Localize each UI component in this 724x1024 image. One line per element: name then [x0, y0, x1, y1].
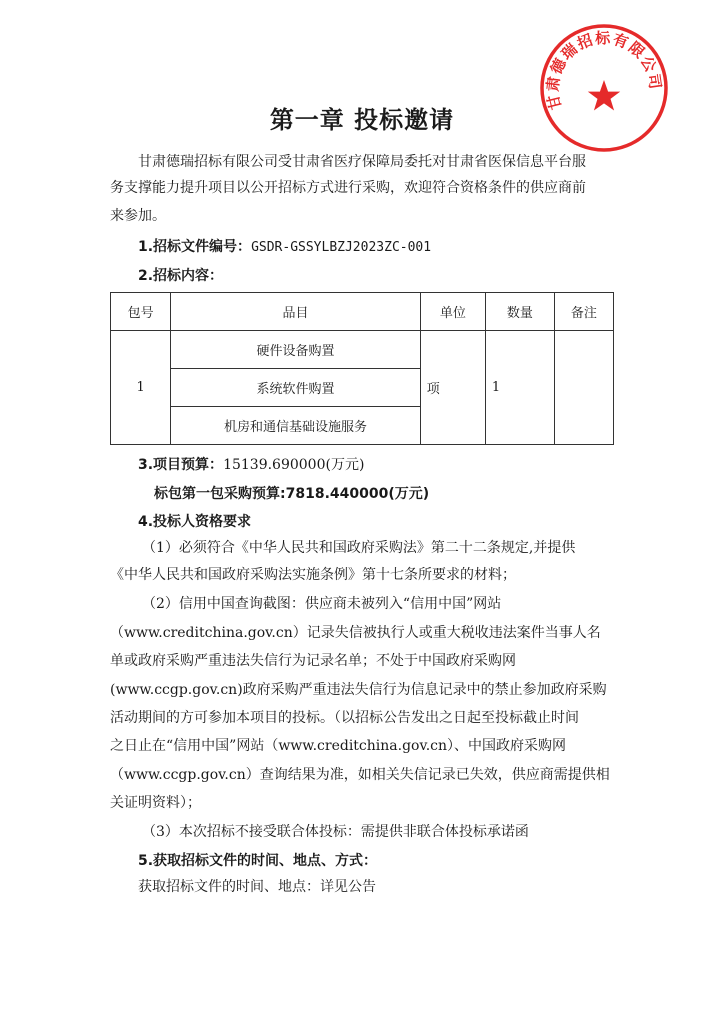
qualification-line: (www.ccgp.gov.cn)政府采购严重违法失信行为信息记录中的禁止参加政府采购 — [110, 682, 607, 698]
header-quantity: 数量 — [485, 293, 554, 331]
seal-text: 甘肃德瑞招标有限公司 — [543, 29, 665, 112]
qualification-line: （www.ccgp.gov.cn）查询结果为准，如相关失信记录已失效，供应商需提供相 — [110, 767, 610, 783]
lot-budget-label: 标包第一包采购预算: — [154, 486, 286, 502]
qualification-line: 单或政府采购严重违法失信行为记录名单；不处于中国政府采购网 — [110, 653, 516, 669]
section-5-label: 5.获取招标文件的时间、地点、方式： — [138, 853, 378, 869]
unit-cell: 项 — [420, 331, 485, 445]
intro-line-2: 务支撑能力提升项目以公开招标方式进行采购，欢迎符合资格条件的供应商前 — [110, 180, 586, 196]
qualification-line: 活动期间的方可参加本项目的投标。（以招标公告发出之日起至投标截止时间 — [110, 710, 579, 726]
section-3-label: 3.项目预算： — [138, 457, 224, 473]
section-1 — [138, 236, 431, 256]
tender-number: GSDR-GSSYLBZJ2023ZC-001 — [251, 240, 432, 255]
table-row — [111, 331, 614, 369]
header-unit: 单位 — [420, 293, 485, 331]
qualification-line: （2）信用中国查询截图：供应商未被列入“信用中国”网站 — [142, 596, 502, 612]
section-3 — [138, 454, 364, 474]
star-icon — [588, 80, 620, 111]
quantity-cell: 1 — [485, 331, 554, 445]
company-seal — [538, 22, 670, 154]
qualification-line: 关证明资料）； — [110, 795, 201, 811]
qualification-line: 之日止在“信用中国”网站（www.creditchina.gov.cn）、中国政府采购网 — [110, 738, 567, 754]
section-5-line: 获取招标文件的时间、地点：详见公告 — [138, 879, 376, 895]
intro-line-3: 来参加。 — [110, 208, 166, 224]
items-table — [110, 292, 614, 445]
note-cell — [554, 331, 613, 445]
item-cell-2: 系统软件购置 — [171, 369, 421, 407]
header-item: 品目 — [171, 293, 421, 331]
header-note: 备注 — [554, 293, 613, 331]
intro-line-1: 甘肃德瑞招标有限公司受甘肃省医疗保障局委托对甘肃省医保信息平台服 — [138, 154, 586, 170]
package-cell: 1 — [111, 331, 171, 445]
item-cell-3: 机房和通信基础设施服务 — [171, 407, 421, 445]
header-package: 包号 — [111, 293, 171, 331]
lot-budget-value: 7818.440000(万元) — [285, 486, 430, 502]
table-header-row — [111, 293, 614, 331]
qualification-line: （www.creditchina.gov.cn）记录失信被执行人或重大税收违法案件当事人名 — [110, 625, 601, 641]
project-budget: 15139.690000(万元) — [223, 457, 365, 473]
qualification-line: （3）本次招标不接受联合体投标：需提供非联合体投标承诺函 — [142, 824, 529, 840]
section-4-label: 4.投标人资格要求 — [138, 514, 252, 530]
lot-budget — [154, 483, 429, 503]
section-1-label: 1.招标文件编号： — [138, 239, 252, 255]
page-title: 第一章 投标邀请 — [269, 106, 455, 134]
item-cell-1: 硬件设备购置 — [171, 331, 421, 369]
section-2-label: 2.招标内容： — [138, 268, 224, 284]
qualification-line: （1）必须符合《中华人民共和国政府采购法》第二十二条规定,并提供 — [142, 540, 576, 556]
qualification-line: 《中华人民共和国政府采购法实施条例》第十七条所要求的材料； — [110, 567, 516, 583]
